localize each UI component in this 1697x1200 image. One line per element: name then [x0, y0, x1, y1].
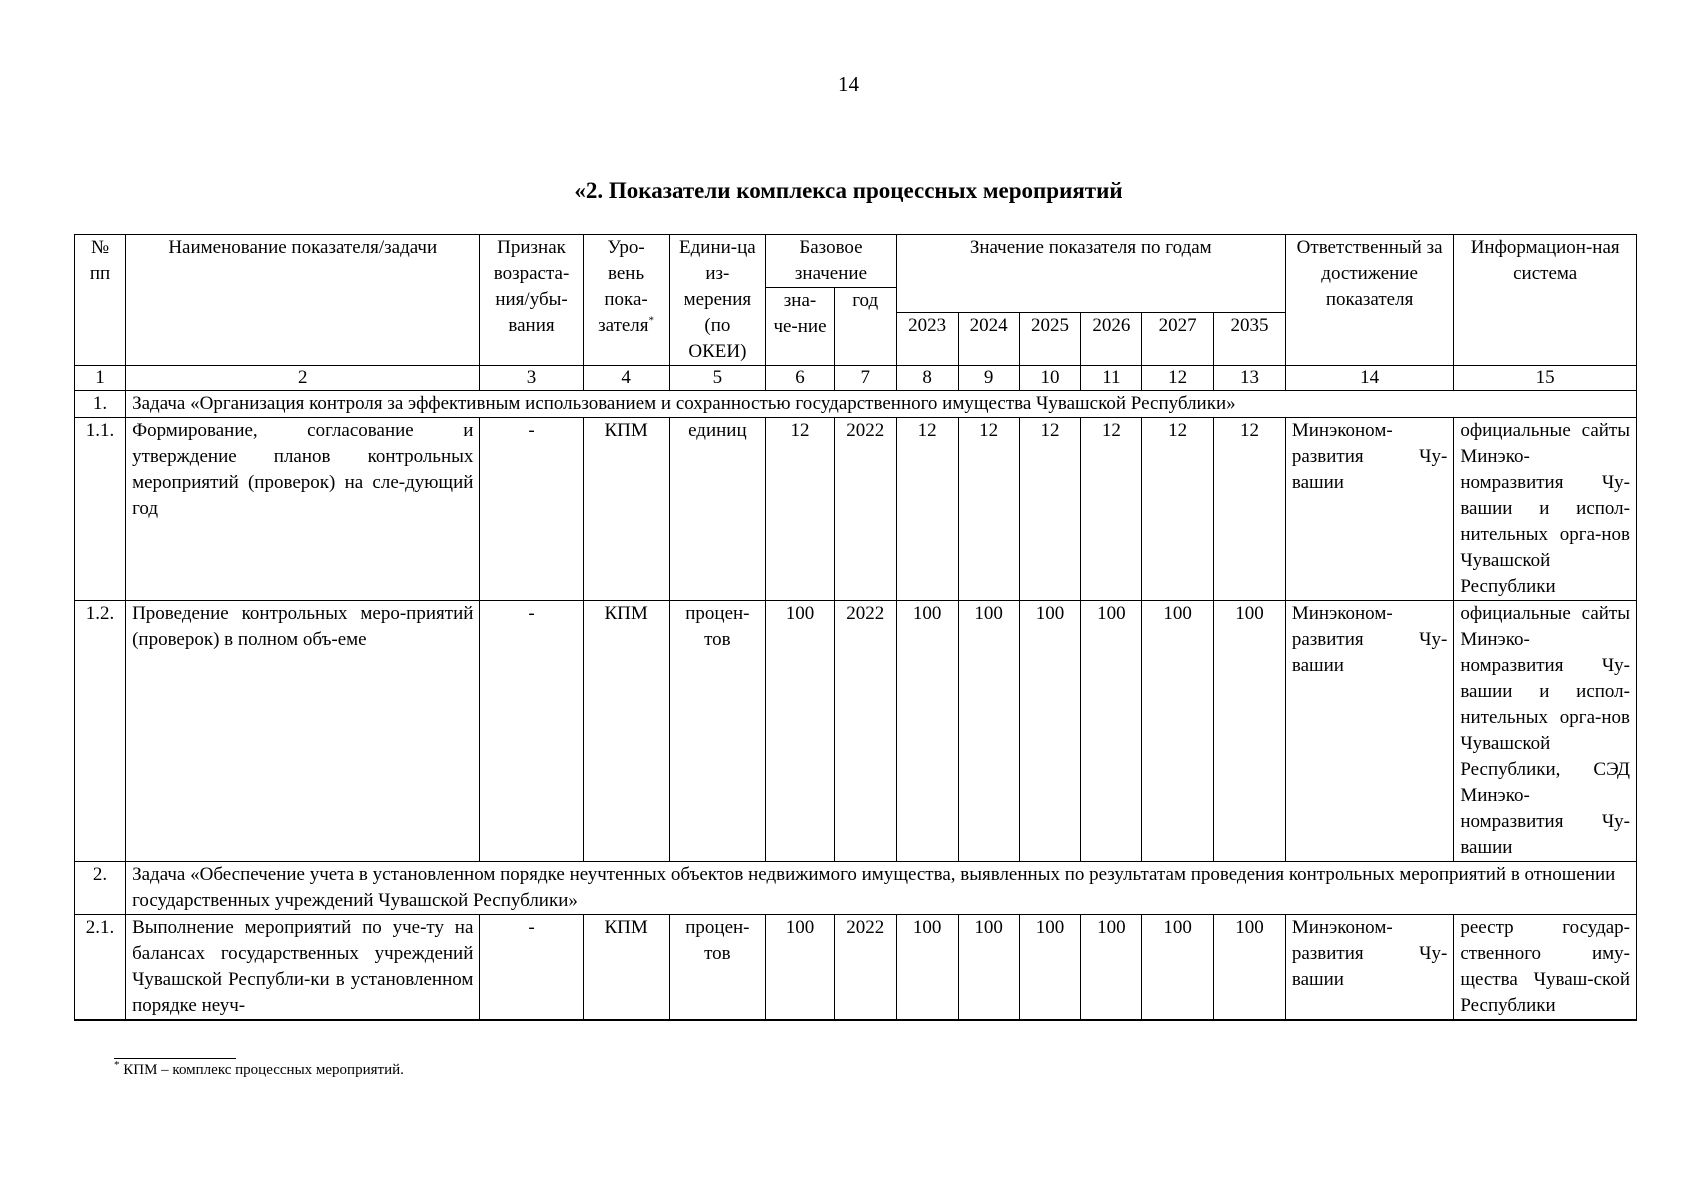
year-value: 12 — [1142, 418, 1214, 601]
indicator-level: КПМ — [583, 601, 669, 862]
indicator-unit: процен-тов — [669, 601, 766, 862]
header-num: № пп — [75, 235, 126, 366]
table-header-row — [75, 235, 1637, 288]
column-number: 13 — [1214, 366, 1286, 391]
header-year: 2035 — [1214, 313, 1286, 366]
table-row — [75, 915, 1637, 1021]
indicator-sign: - — [480, 915, 583, 1021]
header-unit: Едини-ца из-мерения (по ОКЕИ) — [669, 235, 766, 366]
task-text: Задача «Обеспечение учета в установленном порядке неучтенных объектов недвижимого имущества, выявленных по результатам проведения контрольных мероприятий в отношении государственных учреждений Чувашской Республики» — [126, 862, 1637, 915]
header-level-footnote-mark: * — [648, 314, 655, 327]
header-year: 2025 — [1019, 313, 1081, 366]
indicator-unit: процен-тов — [669, 915, 766, 1021]
info-system: реестр государ-ственного иму-щества Чуваш-ской Республики — [1454, 915, 1637, 1021]
column-number: 4 — [583, 366, 669, 391]
header-year: 2027 — [1142, 313, 1214, 366]
indicator-sign: - — [480, 418, 583, 601]
year-value: 12 — [1214, 418, 1286, 601]
column-number: 2 — [126, 366, 480, 391]
year-value: 100 — [958, 915, 1019, 1021]
year-value: 12 — [896, 418, 958, 601]
indicator-unit: единиц — [669, 418, 766, 601]
footnote-rule — [114, 1058, 236, 1059]
indicator-level: КПМ — [583, 418, 669, 601]
column-number: 15 — [1454, 366, 1637, 391]
row-num: 2.1. — [75, 915, 126, 1021]
header-level — [583, 235, 669, 366]
year-value: 100 — [1019, 601, 1081, 862]
indicator-level: КПМ — [583, 915, 669, 1021]
column-number: 10 — [1019, 366, 1081, 391]
indicator-name: Проведение контрольных меро-приятий (проверок) в полном объ-еме — [126, 601, 480, 862]
column-number: 6 — [766, 366, 834, 391]
year-value: 100 — [896, 915, 958, 1021]
year-value: 100 — [1081, 601, 1142, 862]
task-num: 1. — [75, 391, 126, 418]
footnote-text: КПМ – комплекс процессных мероприятий. — [123, 1062, 404, 1078]
column-number-row — [75, 366, 1637, 391]
year-value: 100 — [1214, 601, 1286, 862]
year-value: 100 — [958, 601, 1019, 862]
info-system: официальные сайты Минэко-номразвития Чу-вашии и испол-нительных орга-нов Чувашской Республики — [1454, 418, 1637, 601]
responsible: Минэконом-развития Чу-вашии — [1285, 601, 1453, 862]
base-value: 100 — [766, 915, 834, 1021]
info-system: официальные сайты Минэко-номразвития Чу-вашии и испол-нительных орга-нов Чувашской Республики, СЭД Минэко-номразвития Чу-вашии — [1454, 601, 1637, 862]
responsible: Минэконом-развития Чу-вашии — [1285, 418, 1453, 601]
row-num: 1.2. — [75, 601, 126, 862]
year-value: 100 — [1214, 915, 1286, 1021]
year-value: 100 — [896, 601, 958, 862]
column-number: 1 — [75, 366, 126, 391]
year-value: 100 — [1081, 915, 1142, 1021]
indicator-sign: - — [480, 601, 583, 862]
column-number: 12 — [1142, 366, 1214, 391]
column-number: 7 — [834, 366, 896, 391]
year-value: 100 — [1142, 601, 1214, 862]
header-base-value: зна-че-ние — [766, 288, 834, 366]
column-number: 5 — [669, 366, 766, 391]
header-name: Наименование показателя/задачи — [126, 235, 480, 366]
column-number: 14 — [1285, 366, 1453, 391]
indicator-name: Формирование, согласование и утверждение планов контрольных мероприятий (проверок) на сле-дующий год — [126, 418, 480, 601]
header-year: 2026 — [1081, 313, 1142, 366]
task-num: 2. — [75, 862, 126, 915]
responsible: Минэконом-развития Чу-вашии — [1285, 915, 1453, 1021]
base-year: 2022 — [834, 915, 896, 1021]
year-value: 100 — [1142, 915, 1214, 1021]
base-value: 100 — [766, 601, 834, 862]
header-sign: Признак возраста-ния/убы-вания — [480, 235, 583, 366]
column-number: 8 — [896, 366, 958, 391]
row-num: 1.1. — [75, 418, 126, 601]
header-year: 2023 — [896, 313, 958, 366]
header-responsible: Ответственный за достижение показателя — [1285, 235, 1453, 366]
year-value: 12 — [1019, 418, 1081, 601]
indicator-name: Выполнение мероприятий по уче-ту на балансах государственных учреждений Чувашской Республи-ки в установленном порядке неуч- — [126, 915, 480, 1021]
year-value: 12 — [1081, 418, 1142, 601]
header-year: 2024 — [958, 313, 1019, 366]
year-value: 100 — [1019, 915, 1081, 1021]
table-row — [75, 601, 1637, 862]
header-base-year: год — [834, 288, 896, 366]
page-title: «2. Показатели комплекса процессных мероприятий — [574, 178, 1123, 203]
footnote — [114, 1059, 404, 1079]
column-number: 9 — [958, 366, 1019, 391]
column-number: 3 — [480, 366, 583, 391]
indicators-table — [74, 234, 1637, 1021]
base-value: 12 — [766, 418, 834, 601]
page-number: 14 — [838, 72, 859, 96]
footnote-mark: * — [114, 1059, 120, 1071]
base-year: 2022 — [834, 418, 896, 601]
task-row — [75, 391, 1637, 418]
table-row — [75, 418, 1637, 601]
task-text: Задача «Организация контроля за эффективным использованием и сохранностью государственного имущества Чувашской Республики» — [126, 391, 1637, 418]
header-info-system: Информацион-ная система — [1454, 235, 1637, 366]
column-number: 11 — [1081, 366, 1142, 391]
year-value: 12 — [958, 418, 1019, 601]
header-base: Базовое значение — [766, 235, 896, 288]
header-values-by-year: Значение показателя по годам — [896, 235, 1285, 313]
header-level-text: Уро-вень пока-зателя — [598, 237, 649, 336]
task-row — [75, 862, 1637, 915]
base-year: 2022 — [834, 601, 896, 862]
